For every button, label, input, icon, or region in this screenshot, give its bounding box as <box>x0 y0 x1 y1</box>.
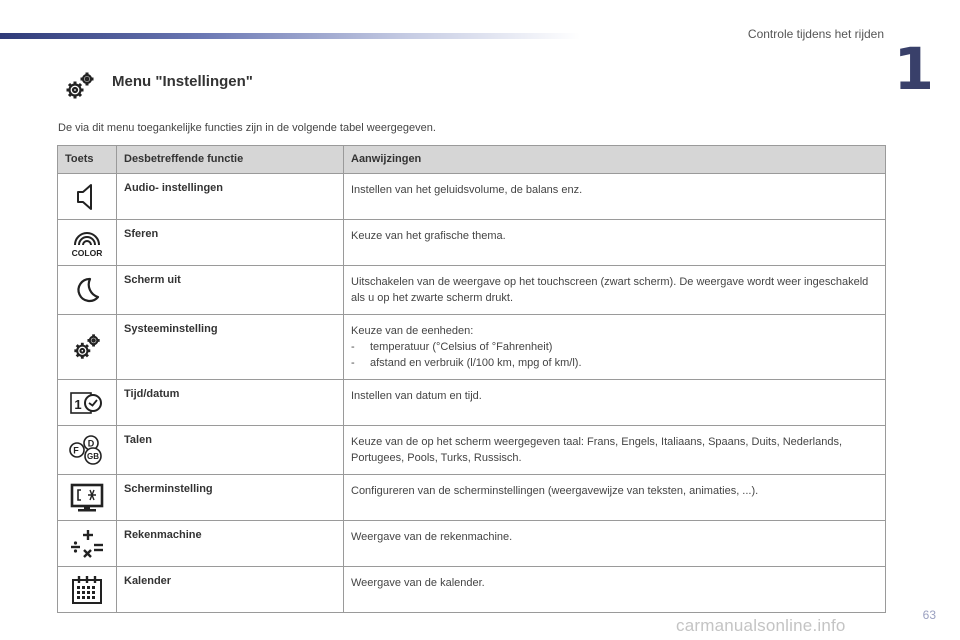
speaker-icon <box>72 181 102 213</box>
row-icon-cell <box>58 475 117 521</box>
function-name: Kalender <box>117 567 344 613</box>
section-title: Controle tijdens het rijden <box>747 27 884 41</box>
date-digit-label: 1 <box>74 396 82 412</box>
function-name: Rekenmachine <box>117 521 344 567</box>
row-icon-cell <box>58 567 117 613</box>
function-note <box>344 315 886 380</box>
table-row <box>58 426 886 475</box>
page-number: 63 <box>922 608 936 622</box>
row-icon-cell <box>58 174 117 220</box>
calendar-icon <box>70 574 104 606</box>
settings-table <box>57 145 886 613</box>
function-name: Scherminstelling <box>117 475 344 521</box>
chapter-number: 1 <box>893 35 934 103</box>
function-note: Keuze van de op het scherm weergegeven taal: Frans, Engels, Italiaans, Spaans, Duits, Nederlands, Portugees, Pools, Turks, Russisch. <box>344 426 886 475</box>
table-row <box>58 174 886 220</box>
table-row <box>58 475 886 521</box>
table-row <box>58 315 886 380</box>
language-icon <box>65 434 109 466</box>
column-header-key: Toets <box>58 146 117 174</box>
function-name: Scherm uit <box>117 266 344 315</box>
table-row <box>58 521 886 567</box>
table-header-row <box>58 146 886 174</box>
moon-icon <box>72 275 102 305</box>
language-label-gb: GB <box>87 452 99 461</box>
row-icon-cell <box>58 266 117 315</box>
row-icon-cell <box>58 220 117 266</box>
function-note: Keuze van het grafische thema. <box>344 220 886 266</box>
row-icon-cell <box>58 380 117 426</box>
column-header-function: Desbetreffende functie <box>117 146 344 174</box>
function-note: Instellen van datum en tijd. <box>344 380 886 426</box>
column-header-notes: Aanwijzingen <box>344 146 886 174</box>
function-name: Talen <box>117 426 344 475</box>
intro-text: De via dit menu toegankelijke functies zijn in de volgende tabel weergegeven. <box>58 122 436 134</box>
language-label-f: F <box>73 445 79 456</box>
watermark: carmanualsonline.info <box>676 616 846 635</box>
function-name: Sferen <box>117 220 344 266</box>
gears-icon <box>72 332 102 362</box>
function-name: Systeeminstelling <box>117 315 344 380</box>
row-icon-cell <box>58 315 117 380</box>
bullet-list <box>351 339 878 371</box>
table-row <box>58 380 886 426</box>
calculator-icon <box>67 528 107 560</box>
date-time-icon <box>68 388 106 418</box>
function-name: Tijd/datum <box>117 380 344 426</box>
function-note: Configureren van de scherminstellingen (weergavewijze van teksten, animaties, ...). <box>344 475 886 521</box>
function-name: Audio- instellingen <box>117 174 344 220</box>
table-row <box>58 266 886 315</box>
top-accent-bar <box>0 33 580 39</box>
menu-title: Menu "Instellingen" <box>112 73 253 90</box>
row-icon-cell <box>58 426 117 475</box>
function-note: Uitschakelen van de weergave op het touchscreen (zwart scherm). De weergave wordt weer ingeschakeld als u op het zwarte scherm drukt. <box>344 266 886 315</box>
language-label-d: D <box>87 438 95 449</box>
display-settings-icon <box>70 482 104 514</box>
table-row <box>58 220 886 266</box>
list-item: - afstand en verbruik (l/100 km, mpg of km/l). <box>351 355 878 371</box>
function-note: Weergave van de kalender. <box>344 567 886 613</box>
color-theme-icon <box>65 228 109 258</box>
gears-icon <box>64 70 96 102</box>
table-row <box>58 567 886 613</box>
function-note: Instellen van het geluidsvolume, de balans enz. <box>344 174 886 220</box>
list-item: - temperatuur (°Celsius of °Fahrenheit) <box>351 339 878 355</box>
note-text: Keuze van de eenheden: <box>351 325 474 337</box>
color-label: COLOR <box>71 247 103 258</box>
function-note: Weergave van de rekenmachine. <box>344 521 886 567</box>
row-icon-cell <box>58 521 117 567</box>
